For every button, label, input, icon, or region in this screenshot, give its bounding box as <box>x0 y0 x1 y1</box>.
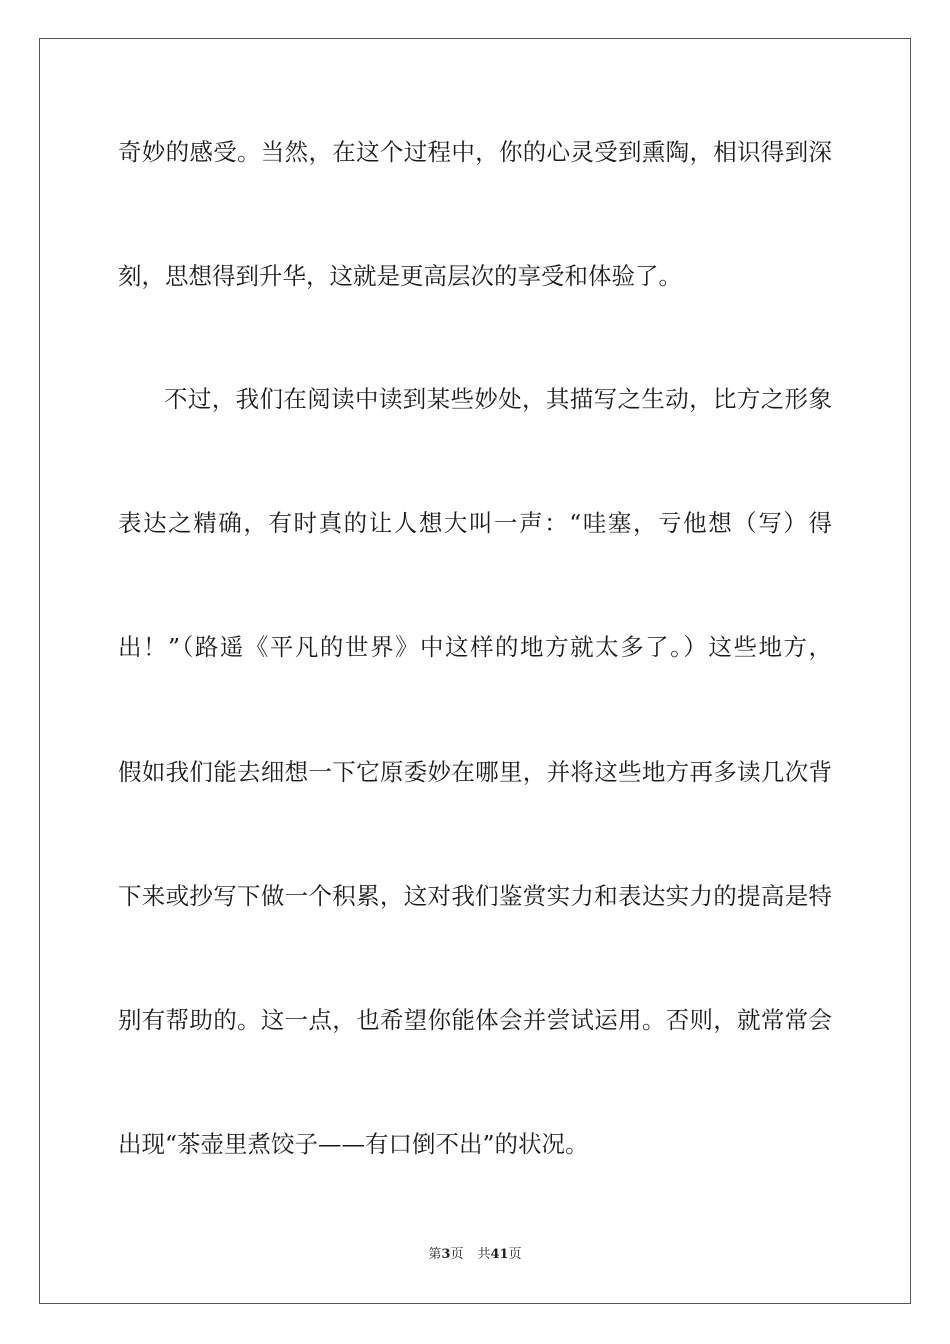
body-line-9: 出现“茶壶里煮饺子——有口倒不出”的状况。 <box>118 1130 589 1158</box>
page-footer <box>0 1246 950 1264</box>
body-line-3: 不过，我们在阅读中读到某些妙处，其描写之生动，比方之形象 <box>164 385 832 413</box>
page-border <box>39 38 911 1304</box>
footer-total-pages: 41 <box>490 1247 509 1262</box>
footer-total-prefix: 共 <box>477 1247 491 1262</box>
body-line-4: 表达之精确，有时真的让人想大叫一声：“哇塞，亏他想（写）得 <box>118 509 832 537</box>
body-line-2: 刻，思想得到升华，这就是更高层次的享受和体验了。 <box>118 262 682 290</box>
footer-page-suffix: 页 <box>450 1247 464 1262</box>
body-line-5: 出！”（路遥《平凡的世界》中这样的地方就太多了。）这些地方， <box>118 633 832 661</box>
body-line-6: 假如我们能去细想一下它原委妙在哪里，并将这些地方再多读几次背 <box>118 758 832 786</box>
body-line-7: 下来或抄写下做一个积累，这对我们鉴赏实力和表达实力的提高是特 <box>118 882 832 910</box>
footer-page-number: 3 <box>441 1247 451 1262</box>
body-line-8: 别有帮助的。这一点，也希望你能体会并尝试运用。否则，就常常会 <box>118 1006 832 1034</box>
body-line-1: 奇妙的感受。当然，在这个过程中，你的心灵受到熏陶，相识得到深 <box>118 138 832 166</box>
footer-page-prefix: 第 <box>428 1247 442 1262</box>
footer-total-suffix: 页 <box>508 1247 522 1262</box>
